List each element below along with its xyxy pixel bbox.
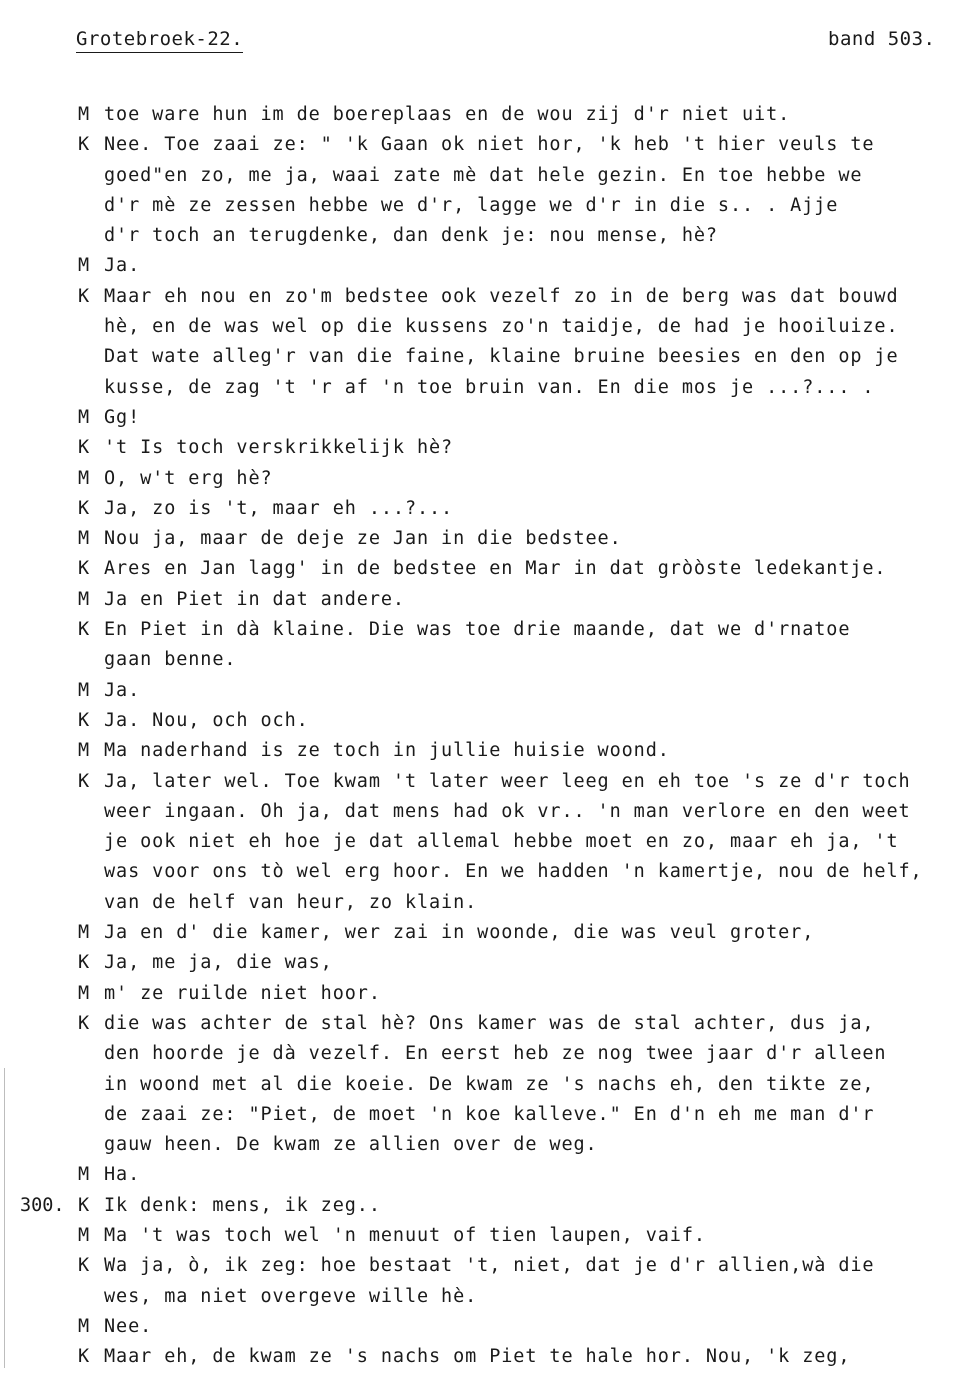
transcript-line [0, 645, 966, 675]
utterance-continuation: goed"en zo, me ja, waai zate mè dat hele gezin. En toe hebbe we [104, 164, 863, 186]
utterance-continuation: de zaai ze: "Piet, de moet 'n koe kalleve." En d'n eh me man d'r [104, 1103, 875, 1125]
transcript-line [0, 1100, 966, 1130]
utterance-continuation: in woond met al die koeie. De kwam ze 's nachs eh, den tikte ze, [104, 1073, 875, 1095]
utterance-text: Maar eh nou en zo'm bedstee ook vezelf zo in de berg was dat bouwd [104, 285, 899, 307]
speaker-label: K [78, 709, 90, 731]
utterance-text: Maar eh, de kwam ze 's nachs om Piet te hale hor. Nou, 'k zeg, [104, 1346, 851, 1368]
transcript-line [0, 161, 966, 191]
transcript-line [0, 1130, 966, 1160]
line-number: 300. [20, 1194, 65, 1216]
transcript-line [0, 827, 966, 857]
transcript-line [0, 1070, 966, 1100]
speaker-label: M [78, 740, 90, 762]
band-number: band 503. [828, 28, 936, 50]
utterance-continuation: wes, ma niet overgeve wille hè. [104, 1285, 478, 1307]
utterance-text: die was achter de stal hè? Ons kamer was de stal achter, dus ja, [104, 1012, 875, 1034]
transcript-line [0, 767, 966, 797]
transcript-line [0, 221, 966, 251]
transcript-line [0, 342, 966, 372]
speaker-label: M [78, 588, 90, 610]
utterance-text: Wa ja, ò, ik zeg: hoe bestaat 't, niet, dat je d'r allien,wà die [104, 1255, 875, 1277]
transcript-line [0, 433, 966, 463]
transcript-line [0, 373, 966, 403]
transcript-line [0, 1282, 966, 1312]
utterance-continuation: d'r mè ze zessen hebbe we d'r, lagge we d'r in die s.. . Ajje [104, 194, 839, 216]
transcript-line [0, 403, 966, 433]
transcript-line [0, 1039, 966, 1069]
transcript-line [0, 494, 966, 524]
utterance-text: Ares en Jan lagg' in de bedstee en Mar in dat gròòste ledekantje. [104, 558, 887, 580]
transcript-line [0, 251, 966, 281]
transcript-line [0, 1009, 966, 1039]
utterance-text: Ja, zo is 't, maar eh ...?... [104, 497, 454, 519]
transcript-line [0, 979, 966, 1009]
speaker-label: K [78, 285, 90, 307]
speaker-label: M [78, 679, 90, 701]
utterance-text: Ja en Piet in dat andere. [104, 588, 405, 610]
utterance-text: Ma 't was toch wel 'n menuut of tien laupen, vaif. [104, 1224, 706, 1246]
transcript-line [0, 282, 966, 312]
transcript-line [0, 464, 966, 494]
transcript-line [0, 1251, 966, 1281]
transcript-body [0, 100, 966, 1372]
utterance-text: Ja, me ja, die was, [104, 952, 333, 974]
utterance-text: Ja. [104, 679, 141, 701]
utterance-text: Nou ja, maar de deje ze Jan in die bedstee. [104, 528, 622, 550]
transcript-line [0, 888, 966, 918]
speaker-label: K [78, 1255, 90, 1277]
speaker-label: K [78, 134, 90, 156]
utterance-text: Ik denk: mens, ik zeg.. [104, 1194, 381, 1216]
utterance-continuation: Dat wate alleg'r van die faine, klaine bruine beesies en den op je [104, 346, 899, 368]
utterance-text: Nee. Toe zaai ze: " 'k Gaan ok niet hor, 'k heb 't hier veuls te [104, 134, 875, 156]
transcript-line [0, 797, 966, 827]
utterance-text: Ja, later wel. Toe kwam 't later weer leeg en eh toe 's ze d'r toch [104, 770, 911, 792]
speaker-label: M [78, 104, 90, 125]
speaker-label: K [78, 619, 90, 641]
speaker-label: K [78, 437, 90, 459]
utterance-continuation: gaan benne. [104, 649, 237, 671]
speaker-label: K [78, 952, 90, 974]
speaker-label: K [78, 770, 90, 792]
transcript-line [0, 554, 966, 584]
transcript-line [0, 736, 966, 766]
transcript-line [0, 857, 966, 887]
speaker-label: M [78, 1164, 90, 1186]
utterance-text: Ja. [104, 255, 141, 277]
speaker-label: M [78, 982, 90, 1004]
transcript-line [0, 1160, 966, 1190]
utterance-continuation: d'r toch an terugdenke, dan denk je: nou mense, hè? [104, 225, 718, 247]
transcript-line [0, 585, 966, 615]
utterance-continuation: je ook niet eh hoe je dat allemal hebbe moet en zo, maar eh ja, 't [104, 831, 899, 853]
utterance-continuation: kusse, de zag 't 'r af 'n toe bruin van. En die mos je ...?... . [104, 376, 875, 398]
speaker-label: M [78, 255, 90, 277]
utterance-text: m' ze ruilde niet hoor. [104, 982, 381, 1004]
speaker-label: M [78, 406, 90, 428]
speaker-label: K [78, 558, 90, 580]
speaker-label: K [78, 1346, 90, 1368]
transcript-line [0, 615, 966, 645]
transcript-line [0, 1221, 966, 1251]
utterance-continuation: hè, en de was wel op die kussens zo'n taidje, de had je hooiluize. [104, 316, 899, 338]
transcript-line [0, 130, 966, 160]
speaker-label: M [78, 1315, 90, 1337]
speaker-label: K [78, 1194, 90, 1216]
utterance-text: toe ware hun im de boereplaas en de wou zij d'r niet uit. [104, 104, 791, 125]
speaker-label: M [78, 467, 90, 489]
utterance-continuation: was voor ons tò wel erg hoor. En we hadden 'n kamertje, nou de helf, [104, 861, 923, 883]
utterance-text: Ja. Nou, och och. [104, 709, 309, 731]
utterance-continuation: den hoorde je dà vezelf. En eerst heb ze nog twee jaar d'r alleen [104, 1043, 887, 1065]
utterance-text: En Piet in dà klaine. Die was toe drie maande, dat we d'rnatoe [104, 619, 851, 641]
utterance-continuation: weer ingaan. Oh ja, dat mens had ok vr.. 'n man verlore en den weet [104, 800, 911, 822]
transcript-line [0, 1342, 966, 1372]
utterance-continuation: van de helf van heur, zo klain. [104, 891, 478, 913]
speaker-label: M [78, 528, 90, 550]
transcript-line [0, 191, 966, 221]
utterance-text: 't Is toch verskrikkelijk hè? [104, 437, 454, 459]
transcript-line [0, 1312, 966, 1342]
utterance-text: Ma naderhand is ze toch in jullie huisie woond. [104, 740, 670, 762]
transcript-line [0, 948, 966, 978]
utterance-text: Ha. [104, 1164, 141, 1186]
utterance-text: O, w't erg hè? [104, 467, 273, 489]
speaker-label: M [78, 922, 90, 944]
transcript-line [0, 676, 966, 706]
transcript-line [0, 1191, 966, 1221]
document-title: Grotebroek-22. [76, 28, 243, 53]
utterance-text: Gg! [104, 406, 141, 428]
speaker-label: K [78, 1012, 90, 1034]
speaker-label: K [78, 497, 90, 519]
speaker-label: M [78, 1224, 90, 1246]
transcript-line [0, 524, 966, 554]
utterance-continuation: gauw heen. De kwam ze allien over de weg. [104, 1134, 598, 1156]
utterance-text: Nee. [104, 1315, 153, 1337]
transcript-line [0, 918, 966, 948]
utterance-text: Ja en d' die kamer, wer zai in woonde, die was veul groter, [104, 922, 815, 944]
transcript-line [0, 706, 966, 736]
transcript-line [0, 100, 966, 130]
transcript-line [0, 312, 966, 342]
